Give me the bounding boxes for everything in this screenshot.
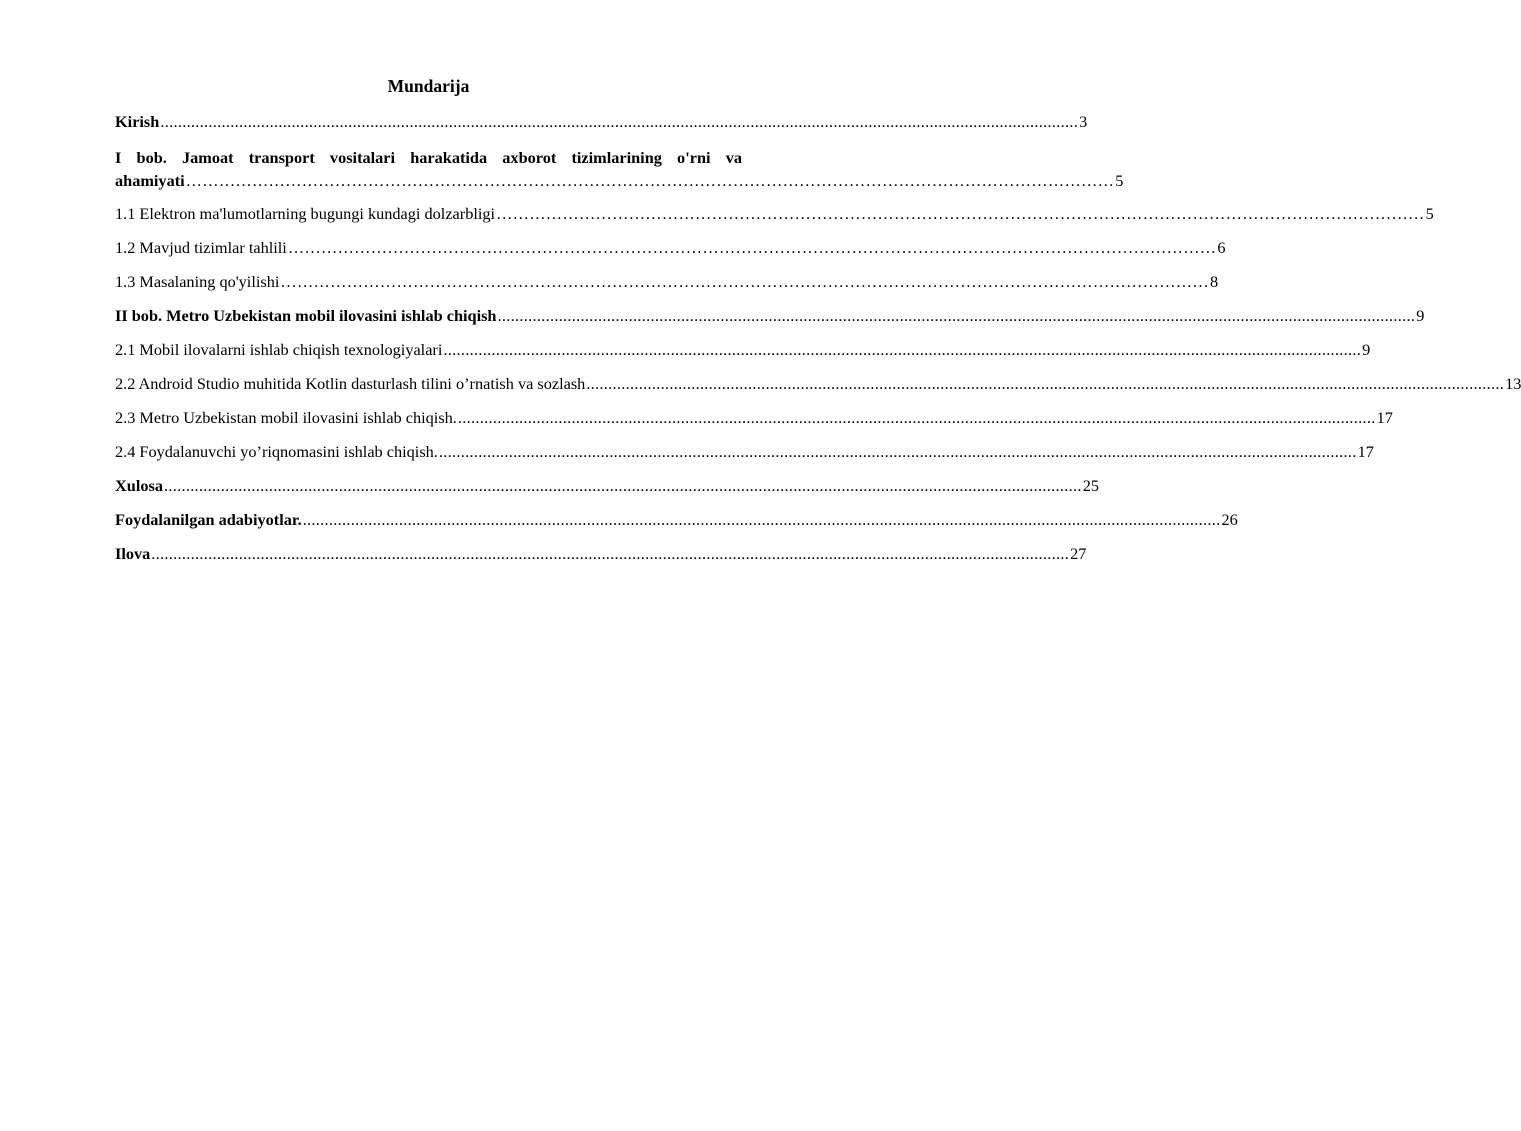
toc-entry-label: 2.4 Foydalanuvchi yo’riqnomasini ishlab chiqish.	[115, 442, 438, 461]
toc-entry-bob1[interactable]	[115, 146, 742, 170]
toc-entry-kirish[interactable]	[115, 111, 1088, 133]
toc-leader: ……………………………………………………………………………………………………………………………………………………	[287, 238, 1217, 257]
toc-entry-label: . Jamoat transport vositalari harakatida axborot tizimlarining o'rni va	[162, 148, 742, 167]
toc-entry-1-3[interactable]	[115, 271, 1219, 293]
toc-title: Mundarija	[387, 76, 470, 96]
toc-page-number: 3	[1079, 112, 1088, 131]
toc-page-number: 25	[1082, 476, 1100, 495]
toc-entry-label: 2.2 Android Studio muhitida Kotlin dasturlash tilini o’rnatish va sozlash	[115, 374, 586, 393]
toc-entry-label: 1.2 Mavjud tizimlar tahlili	[115, 238, 287, 257]
toc-entry-xulosa[interactable]	[115, 475, 1100, 497]
toc-page-number: 17	[1376, 408, 1393, 427]
toc-entry-2-3[interactable]	[115, 407, 1393, 429]
toc-leader: ..................................................................................................................................................................................................................	[457, 408, 1376, 427]
toc-entry-1-1[interactable]	[115, 203, 1434, 225]
toc-entry-label: II bob. Metro Uzbekistan mobil ilovasini ishlab chiqish	[115, 306, 497, 325]
toc-leader: ..................................................................................................................................................................................................................	[497, 306, 1416, 325]
toc-page-number: 5	[1425, 204, 1434, 223]
toc-leader: ..................................................................................................................................................................................................................	[443, 340, 1362, 359]
toc-entry-label: 1.3 Masalaning qo'yilishi	[115, 272, 280, 291]
toc-page-number: 5	[1115, 171, 1124, 190]
toc-entry-2-1[interactable]	[115, 339, 1371, 361]
toc-leader: ..................................................................................................................................................................................................................	[160, 112, 1079, 131]
toc-entry-label: Foydalanilgan adabiyotlar.	[115, 510, 302, 529]
toc-entry-2-4[interactable]	[115, 441, 1374, 463]
toc-page-number: 27	[1070, 544, 1087, 563]
toc-leader: ..................................................................................................................................................................................................................	[151, 544, 1070, 563]
toc-entry-prefix: I bob	[115, 148, 163, 167]
toc-entry-label: 2.1 Mobil ilovalarni ishlab chiqish texnologiyalari	[115, 340, 443, 359]
toc-entry-2-2[interactable]	[115, 373, 1521, 395]
toc-page-number: 13	[1505, 374, 1521, 393]
toc-page-number: 6	[1217, 238, 1226, 257]
toc-entry-bob1-continued[interactable]	[115, 170, 1124, 192]
toc-entry-bob2[interactable]	[115, 305, 1425, 327]
toc-entry-adabiyotlar[interactable]	[115, 509, 1238, 531]
toc-leader: ..................................................................................................................................................................................................................	[163, 476, 1082, 495]
toc-leader: ..................................................................................................................................................................................................................	[302, 510, 1221, 529]
toc-page-number: 9	[1362, 340, 1371, 359]
toc-leader: ……………………………………………………………………………………………………………………………………………………	[496, 204, 1425, 223]
toc-entry-label: 2.3 Metro Uzbekistan mobil ilovasini ishlab chiqish.	[115, 408, 457, 427]
toc-leader: ..................................................................................................................................................................................................................	[438, 442, 1357, 461]
toc-entry-1-2[interactable]	[115, 237, 1226, 259]
toc-entry-label: Ilova	[115, 544, 151, 563]
toc-entry-label: ahamiyati	[115, 171, 185, 190]
toc-leader: ..................................................................................................................................................................................................................	[586, 374, 1505, 393]
toc-entry-label: Kirish	[115, 112, 160, 131]
toc-entry-label: Xulosa	[115, 476, 163, 495]
toc-entry-label: 1.1 Elektron ma'lumotlarning bugungi kundagi dolzarbligi	[115, 204, 496, 223]
toc-entry-ilova[interactable]	[115, 543, 1087, 565]
toc-leader: ……………………………………………………………………………………………………………………………………………………	[280, 272, 1209, 291]
toc-page-number: 17	[1357, 442, 1374, 461]
toc-page-number: 26	[1221, 510, 1238, 529]
toc-page-number: 9	[1416, 306, 1425, 325]
toc-leader: ……………………………………………………………………………………………………………………………………………………	[185, 171, 1115, 190]
toc-page-number: 8	[1209, 272, 1219, 291]
